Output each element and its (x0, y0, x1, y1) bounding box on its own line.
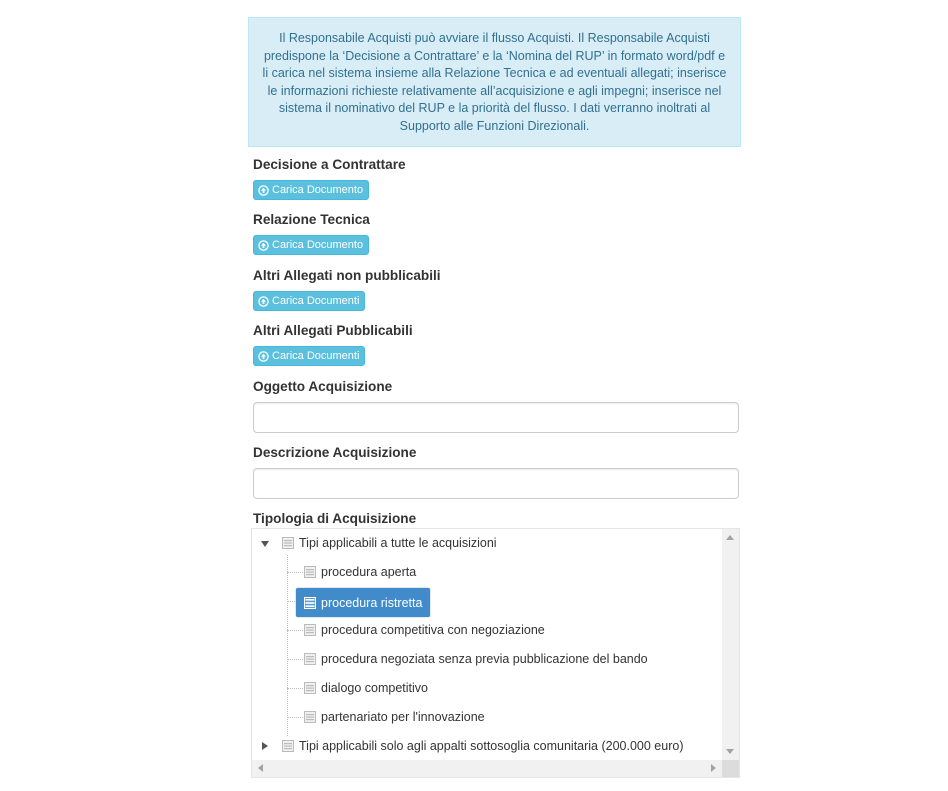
tree-connector (287, 555, 288, 736)
label-decisione-a-contrattare: Decisione a Contrattare (253, 157, 406, 172)
scroll-right-arrow-icon[interactable] (711, 764, 716, 772)
list-icon (304, 624, 316, 636)
upload-decisione-label: Carica Documento (272, 184, 364, 196)
upload-allegati-pubblicabili-button[interactable] (253, 346, 365, 366)
scroll-up-arrow-icon[interactable] (726, 535, 734, 540)
upload-allegati-non-pubblicabili-button[interactable] (253, 291, 365, 311)
oggetto-acquisizione-input[interactable] (253, 402, 739, 433)
tree-horizontal-scrollbar[interactable] (252, 760, 723, 777)
tree-connector (287, 601, 295, 602)
list-icon (304, 566, 316, 578)
tree-item-partenariato-innovazione[interactable] (301, 705, 489, 729)
scrollbar-corner (722, 760, 739, 777)
upload-circle-icon (258, 185, 269, 196)
tree-vertical-scrollbar[interactable] (722, 529, 739, 762)
tree-item-dialogo-competitivo[interactable] (301, 676, 432, 700)
label-relazione-tecnica: Relazione Tecnica (253, 212, 370, 227)
upload-decisione-button[interactable] (253, 180, 369, 200)
label-allegati-pubblicabili: Altri Allegati Pubblicabili (253, 323, 413, 338)
list-icon (282, 537, 294, 549)
list-icon (304, 682, 316, 694)
label-descrizione-acquisizione: Descrizione Acquisizione (253, 445, 417, 460)
tree-item-procedura-aperta[interactable] (301, 560, 420, 584)
list-icon (304, 597, 316, 609)
upload-circle-icon (258, 351, 269, 362)
tipologia-tree[interactable] (251, 528, 740, 778)
tree-item-label: partenariato per l'innovazione (321, 710, 485, 724)
tree-item-label: procedura ristretta (321, 595, 423, 610)
tree-item-label: dialogo competitivo (321, 681, 429, 695)
triangle-right-icon[interactable] (262, 742, 268, 750)
info-alert (248, 17, 741, 147)
upload-relazione-button[interactable] (253, 235, 369, 255)
upload-circle-icon (258, 296, 269, 307)
info-text: Il Responsabile Acquisti può avviare il flusso Acquisti. Il Responsabile Acquisti predispone la ‘Decisione a Contrattare’ e la ‘Nomina del RUP’ in formato word/pdf e li carica nel sistema insieme alla Relazione Tecnica e ad eventuali allegati; inserisce le informazioni richieste relativamente all’acquisizione e agli impegni; inserisce nel sistema il nominativo del RUP e la priorità del flusso. I dati verranno inoltrati al Supporto alle Funzioni Direzionali. (262, 31, 727, 133)
upload-relazione-label: Carica Documento (272, 239, 364, 251)
tree-group-label: Tipi applicabili a tutte le acquisizioni (299, 536, 497, 550)
list-icon (304, 711, 316, 723)
tree-item-label: procedura competitiva con negoziazione (321, 623, 545, 637)
tree-group-sottosoglia[interactable] (279, 734, 687, 758)
tree-item-label: procedura negoziata senza previa pubblicazione del bando (321, 652, 648, 666)
upload-allegati-non-pubblicabili-label: Carica Documenti (272, 295, 360, 307)
tree-group-all-acquisitions[interactable] (279, 531, 501, 555)
scroll-left-arrow-icon[interactable] (258, 764, 263, 772)
descrizione-acquisizione-input[interactable] (253, 468, 739, 499)
upload-allegati-pubblicabili-label: Carica Documenti (272, 350, 360, 362)
scroll-down-arrow-icon[interactable] (726, 749, 734, 754)
label-oggetto-acquisizione: Oggetto Acquisizione (253, 379, 393, 394)
label-tipologia-acquisizione: Tipologia di Acquisizione (253, 511, 417, 526)
tree-group-label: Tipi applicabili solo agli appalti sottosoglia comunitaria (200.000 euro) (299, 739, 684, 753)
tree-item-procedura-competitiva[interactable] (301, 618, 549, 642)
triangle-down-icon[interactable] (261, 541, 269, 547)
list-icon (282, 740, 294, 752)
tree-item-label: procedura aperta (321, 565, 417, 579)
tree-item-procedura-negoziata[interactable] (301, 647, 652, 671)
list-icon (304, 653, 316, 665)
tree-item-procedura-ristretta[interactable] (296, 588, 430, 617)
upload-circle-icon (258, 240, 269, 251)
label-allegati-non-pubblicabili: Altri Allegati non pubblicabili (253, 268, 441, 283)
